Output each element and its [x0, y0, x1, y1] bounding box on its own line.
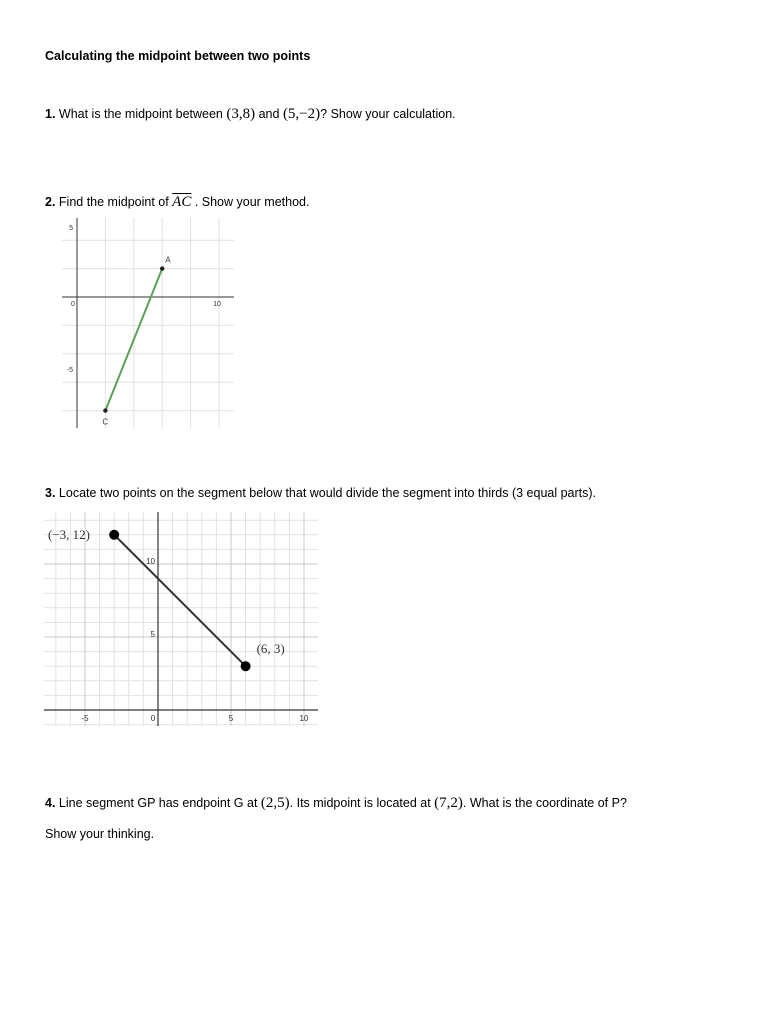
question-text: Line segment GP has endpoint G at: [55, 796, 261, 810]
worksheet-title: Calculating the midpoint between two points: [45, 49, 311, 63]
point-3-8: (3,8): [226, 106, 256, 122]
y-tick-5: 5: [69, 225, 73, 232]
y-tick-5: 5: [150, 630, 155, 639]
point-a-label: A: [165, 255, 171, 265]
question-text: Locate two points on the segment below that would divide the segment into thirds (3 equal parts).: [55, 486, 597, 500]
point-midpoint: (7,2): [434, 795, 463, 811]
question-number: 4.: [45, 796, 56, 810]
question-text: and: [255, 107, 283, 121]
question-4: [45, 795, 627, 811]
graph-segment-thirds: [44, 512, 318, 726]
graph-segment-ac: [62, 218, 234, 428]
question-2: [45, 194, 309, 210]
point-c: [103, 408, 107, 412]
question-number: 3.: [45, 486, 56, 500]
y-tick-neg5: -5: [66, 367, 73, 374]
x-tick-5: 5: [228, 714, 234, 723]
question-3: [45, 485, 596, 501]
x-tick-10: 10: [213, 301, 221, 308]
question-number: 1.: [45, 107, 56, 121]
point-a: [160, 266, 164, 270]
question-1: [45, 106, 456, 122]
point-g: (2,5): [260, 795, 290, 811]
question-text: ? Show your calculation.: [320, 107, 456, 121]
x-tick-neg5: -5: [81, 714, 89, 723]
endpoint-neg3-12: [109, 530, 119, 540]
grid: [62, 218, 234, 428]
grid: [44, 512, 318, 726]
x-tick-0: 0: [71, 301, 75, 308]
question-text: . Show your method.: [191, 195, 310, 209]
segment-ac: $\overline{AC}$: [172, 194, 192, 210]
question-text: . What is the coordinate of P?: [462, 796, 627, 810]
question-text: What is the midpoint between: [55, 107, 227, 121]
segment-line: [114, 535, 245, 666]
x-tick-10: 10: [299, 714, 309, 723]
y-tick-10: 10: [146, 557, 155, 566]
endpoint-neg3-12-label: (−3, 12): [48, 526, 90, 542]
endpoint-6-3: [241, 661, 251, 671]
question-number: 2.: [45, 195, 56, 209]
question-4-instruction: Show your thinking.: [45, 827, 155, 841]
point-5-neg2: (5,−2): [282, 106, 321, 122]
endpoint-6-3-label: (6, 3): [256, 641, 285, 657]
question-text: . Its midpoint is located at: [289, 796, 435, 810]
question-text: Find the midpoint of: [55, 195, 173, 209]
x-tick-0: 0: [150, 714, 156, 723]
point-c-label: C: [102, 417, 109, 427]
